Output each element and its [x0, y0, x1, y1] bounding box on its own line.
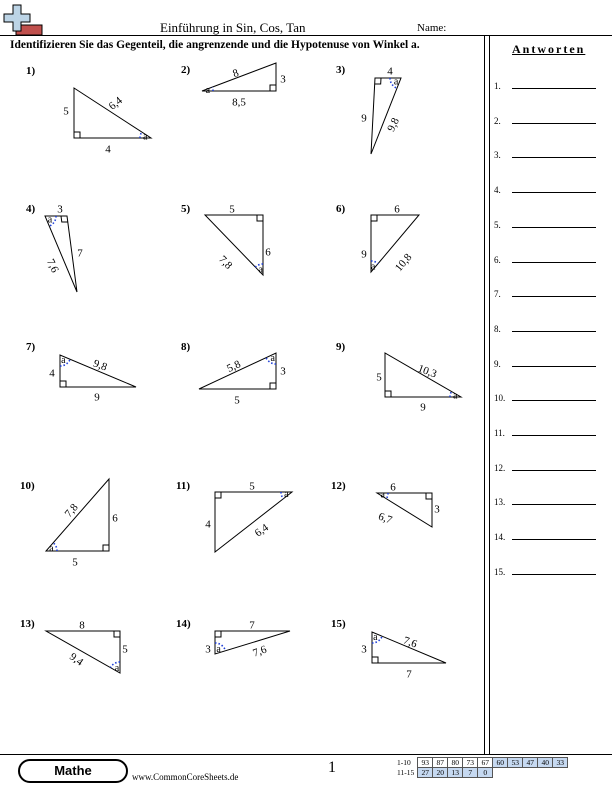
right-angle-marker [103, 545, 109, 551]
problem-number: 4) [26, 203, 36, 215]
answer-row [494, 114, 604, 128]
footer-divider [0, 754, 612, 755]
right-angle-marker [257, 215, 263, 221]
name-label: Name: [417, 22, 447, 34]
answer-number: 9. [494, 358, 501, 369]
problem-number: 2) [181, 64, 191, 76]
problem-11 [176, 480, 292, 552]
side-length-label: 7,8 [216, 253, 235, 272]
score-cell: 53 [508, 758, 523, 768]
angle-label: a [205, 84, 211, 96]
side-length-label: 9,8 [91, 357, 109, 374]
side-length-label: 6,7 [376, 510, 394, 527]
answer-number: 4. [494, 185, 501, 196]
answer-blank[interactable] [512, 157, 596, 158]
problem-number: 10) [20, 480, 35, 492]
side-length-label: 5 [229, 203, 235, 216]
score-cell: 67 [478, 758, 493, 768]
answer-row [494, 148, 604, 162]
side-length-label: 9 [361, 248, 367, 261]
right-angle-marker [372, 657, 378, 663]
side-length-label: 5 [234, 394, 240, 407]
answer-row [494, 322, 604, 336]
answer-blank[interactable] [512, 504, 596, 505]
site-url: www.CommonCoreSheets.de [132, 772, 239, 782]
problem-12 [331, 480, 440, 527]
side-length-label: 5,8 [225, 358, 243, 375]
side-length-label: 5 [122, 643, 128, 656]
side-length-label: 6,4 [252, 521, 271, 540]
problem-5 [181, 203, 271, 275]
angle-label: a [284, 488, 289, 500]
problem-number: 5) [181, 203, 191, 215]
score-cell: 60 [493, 758, 508, 768]
score-cell: 87 [433, 758, 448, 768]
right-angle-marker [385, 391, 391, 397]
right-angle-marker [74, 132, 80, 138]
problem-number: 14) [176, 618, 191, 630]
answer-blank[interactable] [512, 227, 596, 228]
problem-14 [176, 618, 290, 660]
answer-number: 8. [494, 323, 501, 334]
answer-blank[interactable] [512, 192, 596, 193]
answer-row [494, 287, 604, 301]
answer-row [494, 253, 604, 267]
side-length-label: 9 [361, 112, 367, 125]
side-length-label: 3 [361, 643, 367, 656]
answer-blank[interactable] [512, 435, 596, 436]
side-length-label: 10,3 [416, 362, 439, 381]
side-length-label: 6,4 [106, 94, 125, 113]
answer-row [494, 530, 604, 544]
side-length-label: 5 [63, 105, 69, 118]
problem-3 [336, 64, 402, 154]
brand-badge: Mathe [18, 759, 128, 783]
answer-blank[interactable] [512, 262, 596, 263]
answer-number: 10. [494, 393, 506, 404]
answer-row [494, 218, 604, 232]
side-length-label: 9,8 [385, 116, 402, 134]
problem-number: 11) [176, 480, 191, 492]
right-angle-marker [114, 631, 120, 637]
answer-row [494, 183, 604, 197]
side-length-label: 7,6 [401, 634, 419, 651]
problem-7 [26, 341, 136, 404]
problem-number: 1) [26, 65, 36, 77]
angle-label: a [373, 631, 378, 643]
triangle [46, 479, 109, 551]
angle-label: a [49, 543, 54, 555]
answer-number: 5. [494, 219, 501, 230]
problem-number: 7) [26, 341, 36, 353]
answer-blank[interactable] [512, 296, 596, 297]
answer-number: 6. [494, 254, 501, 265]
right-angle-marker [371, 215, 377, 221]
side-length-label: 3 [280, 73, 286, 86]
side-length-label: 4 [205, 518, 211, 531]
score-range: 11-15 [397, 768, 415, 777]
answer-number: 1. [494, 81, 501, 91]
problem-15 [331, 618, 446, 681]
angle-label: a [216, 644, 221, 656]
side-length-label: 8,5 [232, 96, 246, 109]
problem-number: 12) [331, 480, 346, 492]
angle-label: a [452, 390, 458, 402]
score-cell: 33 [553, 758, 568, 768]
right-angle-marker [215, 631, 221, 637]
side-length-label: 3 [57, 203, 63, 216]
problem-number: 8) [181, 341, 191, 353]
angle-arc [53, 543, 57, 551]
answer-number: 13. [494, 497, 506, 508]
side-length-label: 3 [205, 643, 211, 656]
side-length-label: 9 [420, 401, 426, 414]
triangle [215, 492, 292, 552]
angle-arc [450, 391, 451, 397]
side-length-label: 9,4 [67, 650, 86, 669]
problem-6 [336, 203, 419, 274]
score-cell: 27 [418, 768, 433, 778]
side-length-label: 5 [376, 371, 382, 384]
score-cell: 0 [478, 768, 493, 778]
answer-row [494, 79, 604, 93]
score-cell: 93 [418, 758, 433, 768]
angle-arc [281, 492, 283, 499]
side-length-label: 7,8 [62, 501, 81, 520]
answer-blank[interactable] [512, 539, 596, 540]
answer-blank[interactable] [512, 574, 596, 575]
triangle [74, 88, 151, 138]
triangle [45, 216, 77, 292]
answer-row [494, 565, 604, 579]
triangle [46, 631, 120, 673]
angle-label: a [380, 489, 385, 501]
score-cell: 7 [463, 768, 478, 778]
triangle [205, 215, 263, 275]
answer-row [494, 391, 604, 405]
side-length-label: 3 [280, 365, 286, 378]
angle-arc [212, 87, 213, 91]
answer-blank[interactable] [512, 366, 596, 367]
answer-number: 7. [494, 289, 501, 300]
problem-number: 9) [336, 341, 346, 353]
answer-number: 12. [494, 462, 506, 473]
problem-4 [26, 203, 83, 292]
side-length-label: 7,6 [251, 643, 269, 660]
worksheet-title: Einführung in Sin, Cos, Tan [160, 20, 306, 35]
side-length-label: 5 [249, 480, 255, 493]
right-angle-marker [215, 492, 221, 498]
side-length-label: 5 [72, 556, 78, 569]
side-length-label: 6 [394, 203, 400, 216]
angle-label: a [270, 353, 276, 365]
problem-8 [181, 341, 286, 407]
problem-10 [20, 479, 118, 569]
score-cell: 73 [463, 758, 478, 768]
side-length-label: 8 [79, 619, 85, 632]
answer-number: 15. [494, 566, 506, 577]
answer-number: 11. [494, 428, 505, 438]
side-length-label: 7 [406, 668, 412, 681]
answer-number: 2. [494, 115, 501, 126]
right-angle-marker [60, 381, 66, 387]
angle-label: a [143, 131, 148, 143]
problem-number: 15) [331, 618, 346, 630]
right-angle-marker [375, 78, 381, 84]
answer-row [494, 495, 604, 509]
angle-label: a [114, 662, 120, 674]
angle-arc [386, 493, 388, 499]
score-cell: 40 [538, 758, 553, 768]
side-length-label: 4 [49, 367, 55, 380]
side-length-label: 4 [387, 65, 393, 78]
score-cell: 13 [448, 768, 463, 778]
angle-label: a [258, 264, 263, 276]
score-range: 1-10 [397, 758, 411, 767]
answers-title: Antworten [512, 42, 586, 56]
side-length-label: 7 [249, 619, 255, 632]
page-number: 1 [328, 759, 336, 776]
side-length-label: 7 [77, 247, 83, 260]
angle-label: a [370, 261, 376, 273]
answer-blank[interactable] [512, 123, 596, 124]
answer-number: 14. [494, 532, 506, 543]
score-table [396, 757, 568, 778]
problem-1 [26, 65, 151, 156]
right-angle-marker [270, 85, 276, 91]
answer-number: 3. [494, 150, 501, 161]
side-length-label: 3 [434, 503, 440, 516]
answer-blank[interactable] [512, 331, 596, 332]
answer-blank[interactable] [512, 88, 596, 89]
side-length-label: 10,8 [392, 251, 415, 274]
triangle [371, 78, 401, 154]
side-length-label: 9 [94, 391, 100, 404]
answer-blank[interactable] [512, 400, 596, 401]
problem-number: 6) [336, 203, 346, 215]
side-length-label: 4 [105, 143, 111, 156]
angle-label: a [393, 76, 399, 88]
problem-number: 3) [336, 64, 346, 76]
problem-9 [336, 341, 461, 414]
answer-row [494, 357, 604, 371]
answer-row [494, 426, 604, 440]
answer-column-divider-2 [489, 36, 490, 754]
score-cell: 47 [523, 758, 538, 768]
problem-number: 13) [20, 618, 35, 630]
right-angle-marker [426, 493, 432, 499]
answer-row [494, 461, 604, 475]
side-length-label: 6 [390, 481, 396, 494]
angle-label: a [47, 214, 53, 226]
side-length-label: 6 [112, 512, 118, 525]
instructions: Identifizieren Sie das Gegenteil, die angrenzende und die Hypotenuse von Winkel a. [10, 39, 420, 51]
problem-13 [20, 618, 128, 674]
side-length-label: 6 [265, 246, 271, 259]
angle-label: a [61, 354, 66, 366]
angle-arc [140, 132, 142, 138]
side-length-label: 8 [231, 66, 241, 81]
score-cell: 80 [448, 758, 463, 768]
problem-2 [181, 63, 286, 109]
answer-blank[interactable] [512, 470, 596, 471]
score-cell: 20 [433, 768, 448, 778]
side-length-label: 7,6 [44, 257, 61, 275]
right-angle-marker [270, 383, 276, 389]
answer-column-divider [484, 36, 485, 754]
